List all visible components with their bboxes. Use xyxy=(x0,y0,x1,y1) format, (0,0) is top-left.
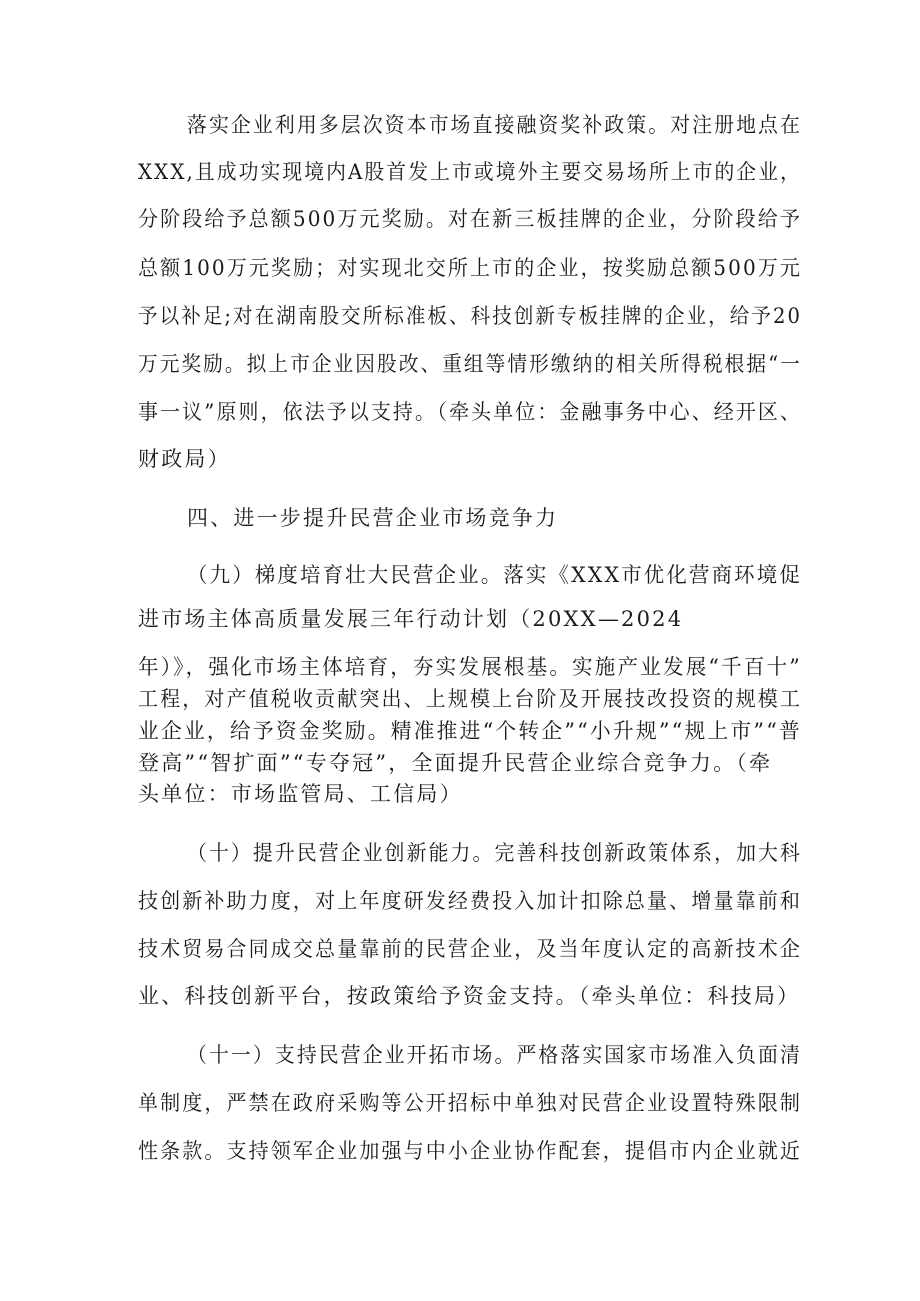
text-line: 分阶段给予总额500万元奖励。对在新三板挂牌的企业，分阶段给予 xyxy=(138,207,802,231)
text-line: 头单位：市场监管局、工信局） xyxy=(138,782,463,806)
text-line: （十一）支持民营企业开拓市场。严格落实国家市场准入负面清 xyxy=(187,1043,802,1067)
text-line: （九）梯度培育壮大民营企业。落实《XXX市优化营商环境促 xyxy=(187,563,802,587)
text-line: 财政局） xyxy=(138,447,231,471)
text-line: 登高”“智扩面”“专夺冠”，全面提升民营企业综合竞争力。（牵 xyxy=(138,751,773,775)
text-line: 业企业，给予资金奖励。精准推进“个转企”“小升规”“规上市”“普 xyxy=(138,719,802,743)
text-line: 年）》，强化市场主体培育，夯实发展根基。实施产业发展“千百十” xyxy=(138,655,802,679)
section-heading: 四、进一步提升民营企业市场竞争力 xyxy=(187,506,559,530)
text-line: 万元奖励。拟上市企业因股改、重组等情形缴纳的相关所得税根据“一 xyxy=(138,352,802,376)
text-line: 工程，对产值税收贡献突出、上规模上台阶及开展技改投资的规模工 xyxy=(138,687,802,711)
text-line: 业、科技创新平台，按政策给予资金支持。（牵头单位：科技局） xyxy=(138,984,801,1008)
text-line: （十）提升民营企业创新能力。完善科技创新政策体系，加大科 xyxy=(187,841,802,865)
text-line: 技创新补助力度，对上年度研发经费投入加计扣除总量、增量靠前和 xyxy=(138,889,802,913)
text-line: 性条款。支持领军企业加强与中小企业协作配套，提倡市内企业就近 xyxy=(138,1139,802,1163)
text-line: 单制度，严禁在政府采购等公开招标中单独对民营企业设置特殊限制 xyxy=(138,1091,802,1115)
text-line: 技术贸易合同成交总量靠前的民营企业，及当年度认定的高新技术企 xyxy=(138,937,802,961)
text-line: 总额100万元奖励；对实现北交所上市的企业，按奖励总额500万元 xyxy=(138,256,803,280)
text-line: XXX,且成功实现境内A股首发上市或境外主要交易场所上市的企业， xyxy=(138,160,803,184)
text-line: 落实企业利用多层次资本市场直接融资奖补政策。对注册地点在 xyxy=(187,113,802,137)
text-line: 予以补足;对在湖南股交所标准板、科技创新专板挂牌的企业，给予20 xyxy=(138,304,802,328)
text-line: 事一议”原则，依法予以支持。（牵头单位：金融事务中心、经开区、 xyxy=(138,400,803,424)
text-line: 进市场主体高质量发展三年行动计划（20XX—2024 xyxy=(138,607,684,631)
